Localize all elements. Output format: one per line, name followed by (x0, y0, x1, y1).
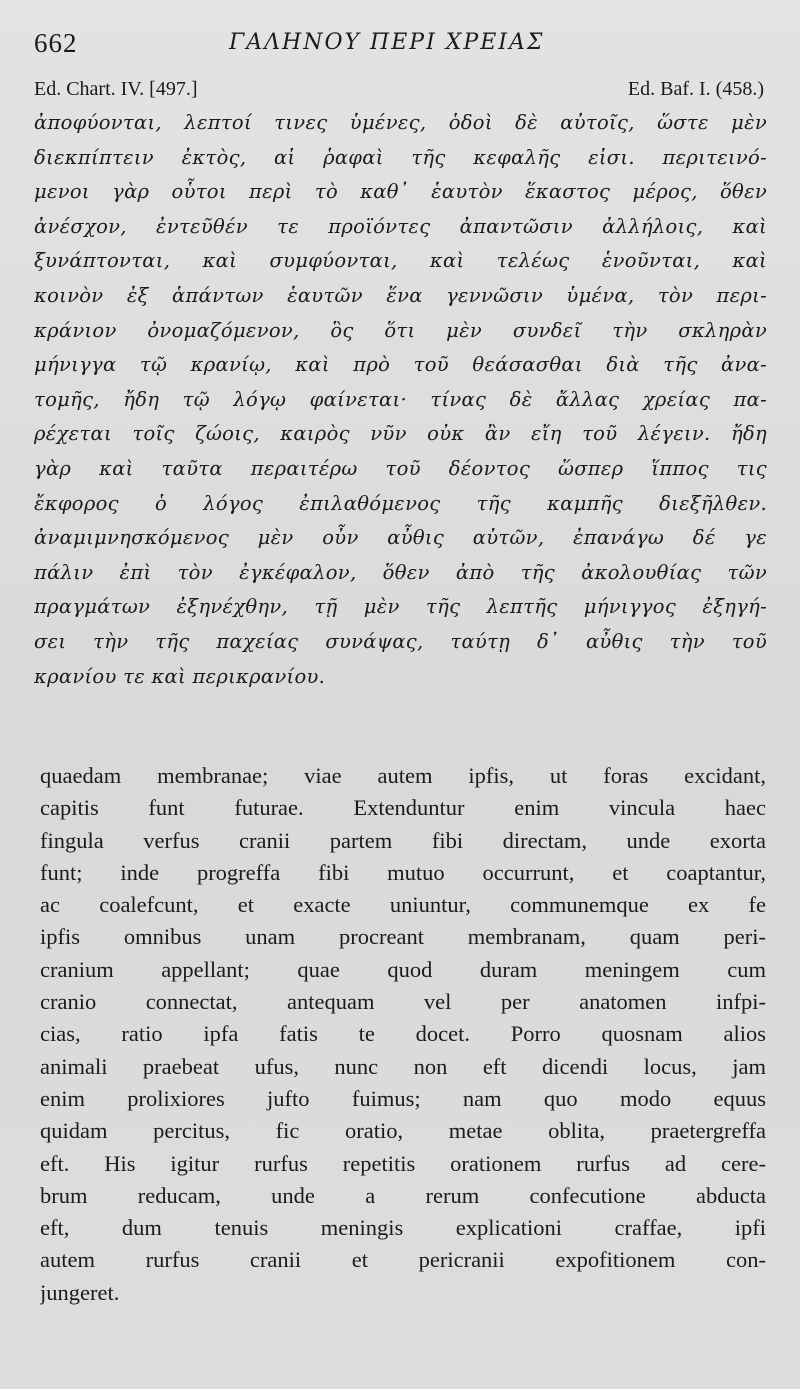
latin-text-line: ac coalefcunt, et exacte uniuntur, communemque ex fe (40, 892, 766, 918)
greek-text-line: ἀνέσχον, ἐντεῦθέν τε προϊόντες ἀπαντῶσιν ἀλλήλοις, καὶ (34, 214, 767, 238)
latin-text-line: enim prolixiores jufto fuimus; nam quo modo equus (40, 1085, 766, 1111)
latin-text-line: jungeret. (40, 1279, 120, 1305)
latin-text-line: eft. His igitur rurfus repetitis orationem rurfus ad cere- (40, 1150, 766, 1176)
edition-reference-chartier: Ed. Chart. IV. [497.] (34, 78, 198, 100)
latin-text-line: fingula verfus cranii partem fibi directam, unde exorta (40, 827, 766, 853)
latin-text-line: cranium appellant; quae quod duram meningem cum (40, 956, 766, 982)
edition-reference-line (34, 78, 764, 102)
greek-text-line: κρανίου τε καὶ περικρανίου. (34, 664, 326, 688)
greek-text-line: σει τὴν τῆς παχείας συνάψας, ταύτῃ δ᾽ αὖθις τὴν τοῦ (34, 629, 767, 653)
latin-text-line: animali praebeat ufus, nunc non eft dicendi locus, jam (40, 1053, 766, 1079)
greek-text-line: ρέχεται τοῖς ζώοις, καιρὸς νῦν οὐκ ἂν εἴη τοῦ λέγειν. ἤδη (34, 422, 767, 446)
latin-text-line: capitis funt futurae. Extenduntur enim vincula haec (40, 795, 766, 821)
latin-text-line: funt; inde progreffa fibi mutuo occurrunt, et coaptantur, (40, 859, 766, 885)
running-title: ΓΑΛΗΝΟΥ ΠΕΡΙ ΧΡΕΙΑΣ (229, 30, 545, 55)
greek-text-line: κοινὸν ἐξ ἁπάντων ἑαυτῶν ἕνα γεννῶσιν ὑμένα, τὸν περι- (34, 283, 767, 307)
greek-text-line: μενοι γὰρ οὗτοι περὶ τὸ καθ᾽ ἑαυτὸν ἕκαστος μέρος, ὅθεν (34, 180, 767, 204)
greek-text-line: ἔκφορος ὁ λόγος ἐπιλαθόμενος τῆς καμπῆς διεξῆλθεν. (34, 491, 767, 515)
greek-text-block (34, 106, 767, 694)
greek-text-line: μήνιγγα τῷ κρανίῳ, καὶ πρὸ τοῦ θεάσασθαι διὰ τῆς ἀνα- (34, 353, 767, 377)
greek-text-line: πάλιν ἐπὶ τὸν ἐγκέφαλον, ὅθεν ἀπὸ τῆς ἀκολουθίας τῶν (34, 560, 767, 584)
latin-text-block (40, 760, 766, 1309)
latin-text-line: eft, dum tenuis meningis explicationi craffae, ipfi (40, 1215, 766, 1241)
greek-text-line: κράνιον ὀνομαζόμενον, ὃς ὅτι μὲν συνδεῖ τὴν σκληρὰν (34, 318, 767, 342)
greek-text-line: ἀποφύονται, λεπτοί τινες ὑμένες, ὁδοὶ δὲ αὐτοῖς, ὥστε μὲν (34, 111, 767, 134)
latin-text-line: cranio connectat, antequam vel per anatomen infpi- (40, 989, 766, 1015)
greek-text-line: γὰρ καὶ ταῦτα περαιτέρω τοῦ δέοντος ὥσπερ ἵππος τις (34, 456, 767, 480)
greek-text-line: πραγμάτων ἐξηνέχθην, τῇ μὲν τῆς λεπτῆς μήνιγγος ἐξηγή- (34, 595, 767, 619)
latin-text-line: cias, ratio ipfa fatis te docet. Porro quosnam alios (40, 1021, 766, 1047)
latin-text-line: autem rurfus cranii et pericranii expofitionem con- (40, 1247, 766, 1273)
greek-text-line: διεκπίπτειν ἐκτὸς, αἱ ῥαφαὶ τῆς κεφαλῆς εἰσι. περιτεινό- (34, 145, 767, 169)
latin-text-line: brum reducam, unde a rerum confecutione abducta (40, 1182, 766, 1208)
page-number: 662 (34, 28, 78, 58)
greek-text-line: ξυνάπτονται, καὶ συμφύονται, καὶ τελέως ἑνοῦνται, καὶ (34, 249, 767, 273)
running-head (34, 28, 766, 68)
latin-text-line: quidam percitus, fic oratio, metae oblita, praetergreffa (40, 1118, 766, 1144)
latin-text-line: quaedam membranae; viae autem ipfis, ut foras excidant, (40, 763, 766, 788)
greek-text-line: τομῆς, ἤδη τῷ λόγῳ φαίνεται· τίνας δὲ ἄλλας χρείας πα- (34, 387, 767, 411)
latin-text-line: ipfis omnibus unam procreant membranam, quam peri- (40, 924, 766, 950)
greek-text-line: ἀναμιμνησκόμενος μὲν οὖν αὖθις αὐτῶν, ἐπανάγω δέ γε (34, 526, 767, 550)
edition-reference-basel: Ed. Baf. I. (458.) (627, 78, 764, 100)
